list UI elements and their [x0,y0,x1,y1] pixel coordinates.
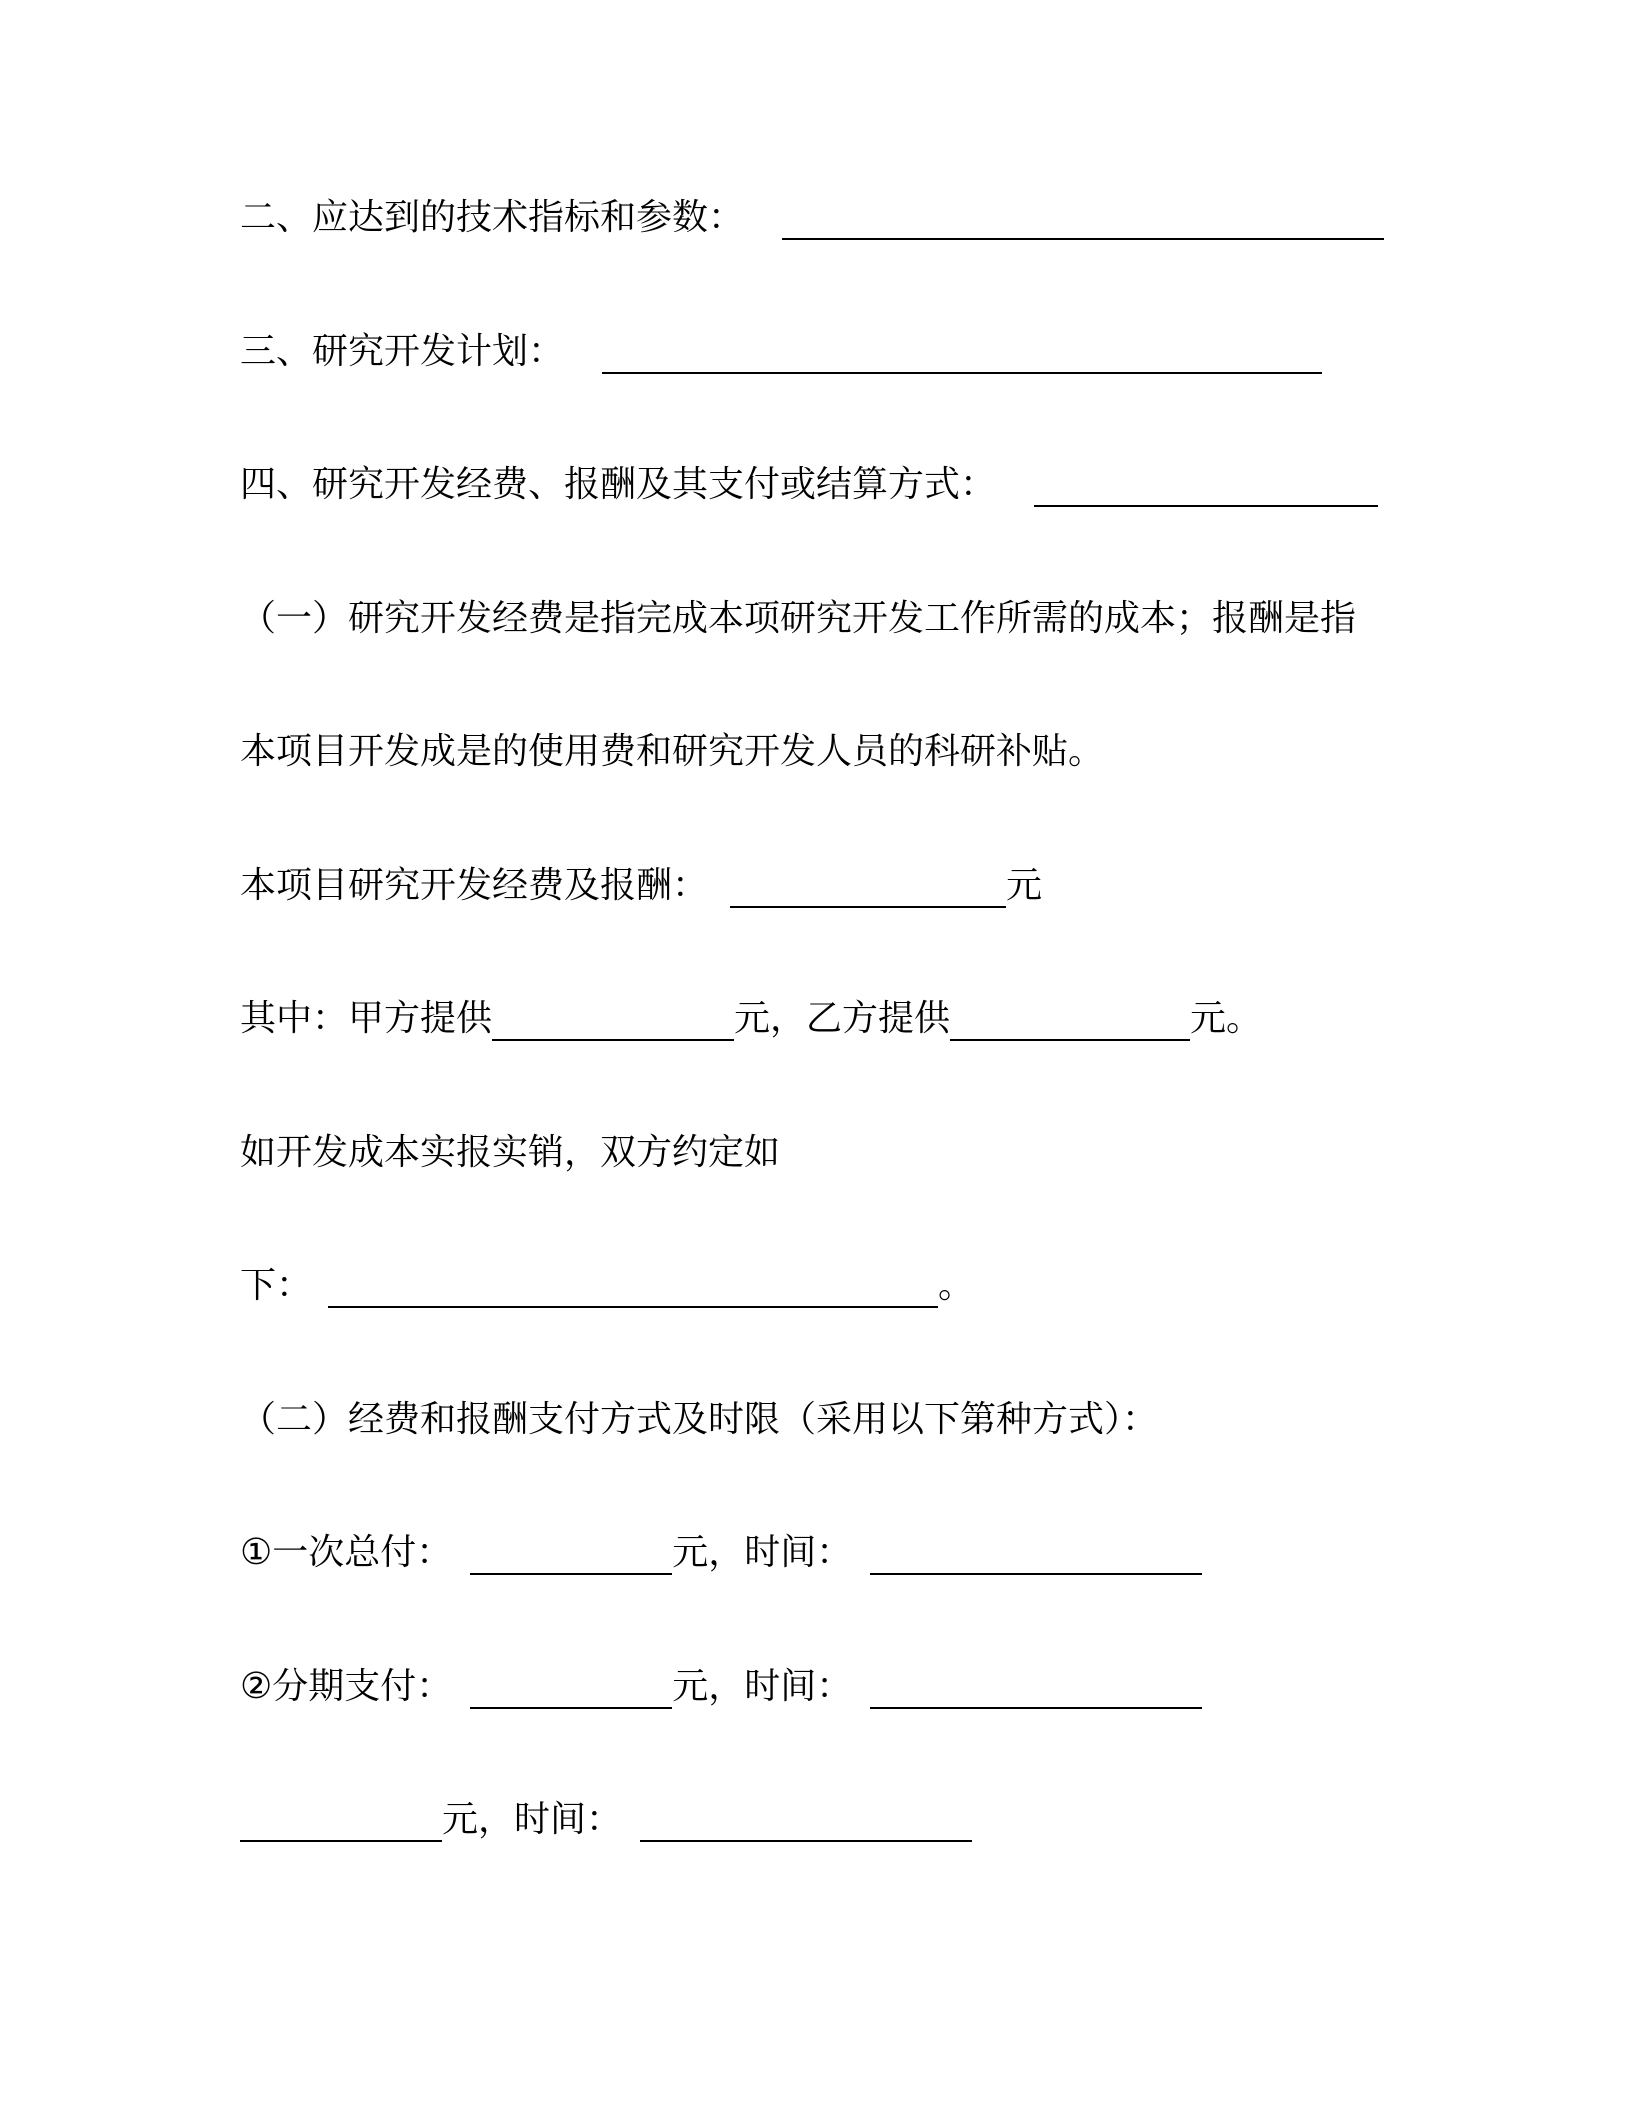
payment-method-blank[interactable] [1034,465,1378,507]
clause-3-line [240,330,1322,374]
reimbursement-text: 如开发成本实报实销，双方约定如 [240,1132,781,1173]
subclause-1-continued-line [240,730,1104,774]
lump-sum-label: ①一次总付： [240,1532,453,1573]
installment-time-label: 元，时间： [672,1666,853,1707]
subclause-1-continued-text: 本项目开发成是的使用费和研究开发人员的科研补贴。 [240,731,1105,772]
party-b-unit: 元。 [1190,998,1263,1039]
reimbursement-agreement-blank[interactable] [328,1266,938,1308]
subclause-2-text: （二）经费和报酬支付方式及时限（采用以下第种方式）： [240,1399,1159,1440]
party-contribution-line [240,997,1262,1041]
clause-3-text: 三、研究开发计划： [240,331,565,372]
subclause-1-line [240,597,1356,641]
party-b-label: 元，乙方提供 [734,998,951,1039]
lump-sum-time-blank[interactable] [870,1533,1202,1575]
installment-label: ②分期支付： [240,1666,453,1707]
total-fee-line [240,864,1042,908]
lump-sum-time-label: 元，时间： [672,1532,853,1573]
total-fee-blank[interactable] [730,866,1006,908]
installment-time-blank[interactable] [870,1667,1202,1709]
installment-2-time-label: 元，时间： [442,1799,623,1840]
reimbursement-agreement-line [240,1264,974,1308]
dev-plan-blank[interactable] [602,332,1322,374]
installment-2-line [240,1798,972,1842]
installment-amount-blank[interactable] [470,1667,672,1709]
clause-2-text: 二、应达到的技术指标和参数： [240,197,745,238]
total-fee-label: 本项目研究开发经费及报酬： [240,865,709,906]
party-a-label: 其中：甲方提供 [240,998,493,1039]
clause-4-line [240,463,1378,507]
tech-params-blank[interactable] [782,198,1384,240]
reimbursement-line [240,1131,780,1175]
installment-2-time-blank[interactable] [640,1800,972,1842]
party-b-amount-blank[interactable] [950,999,1190,1041]
lump-sum-amount-blank[interactable] [470,1533,672,1575]
subclause-1-text: （一）研究开发经费是指完成本项研究开发工作所需的成本；报酬是指 [240,598,1357,639]
clause-2-line [240,196,1384,240]
lump-sum-line [240,1531,1202,1575]
total-fee-unit: 元 [1006,865,1043,906]
party-a-amount-blank[interactable] [492,999,734,1041]
clause-4-text: 四、研究开发经费、报酬及其支付或结算方式： [240,464,997,505]
installment-line [240,1665,1202,1709]
reimbursement-agreement-end: 。 [938,1265,975,1306]
reimbursement-agreement-label: 下： [240,1265,313,1306]
installment-2-amount-blank[interactable] [240,1800,442,1842]
subclause-2-line [240,1398,1158,1442]
